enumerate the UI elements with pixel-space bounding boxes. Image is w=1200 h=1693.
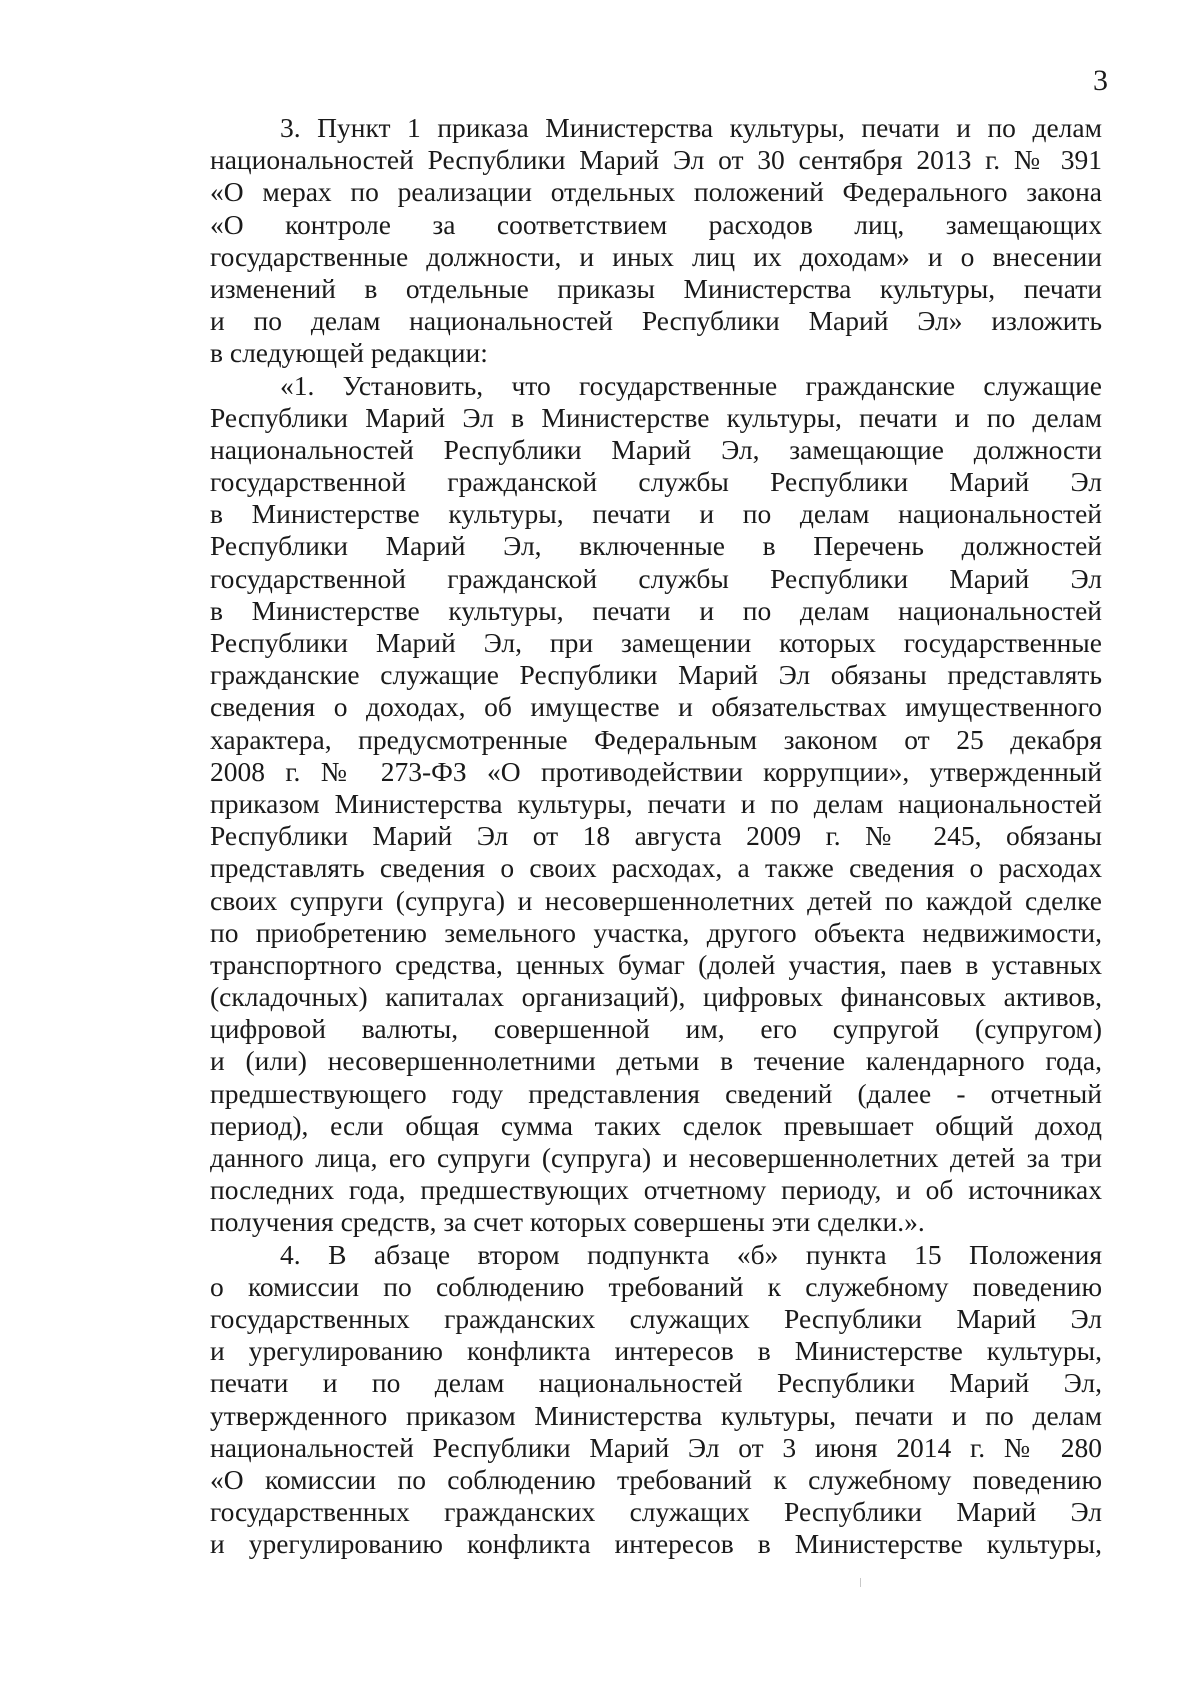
paragraph-3-line: и по делам национальностей Республики Марий Эл» изложить bbox=[210, 305, 1102, 337]
quoted-item-1-line: своих супруги (супруга) и несовершеннолетних детей по каждой сделке bbox=[210, 884, 1102, 916]
paragraph-4-line: о комиссии по соблюдению требований к служебному поведению bbox=[210, 1270, 1102, 1302]
quoted-item-1-line: Республики Марий Эл, при замещении которых государственные bbox=[210, 627, 1102, 658]
paragraph-4-line: 4. В абзаце втором подпункта «б» пункта 15 Положения bbox=[280, 1238, 1102, 1270]
quoted-item-1-line: гражданские служащие Республики Марий Эл обязаны представлять bbox=[210, 659, 1102, 691]
quoted-item-1-line: «1. Установить, что государственные гражданские служащие bbox=[280, 369, 1102, 401]
quoted-item-1-line: в Министерстве культуры, печати и по делам национальностей bbox=[210, 594, 1102, 626]
quoted-item-1-line: представлять сведения о своих расходах, а также сведения о расходах bbox=[210, 852, 1102, 884]
paragraph-4-line: печати и по делам национальностей Республики Марий Эл, bbox=[210, 1367, 1102, 1399]
paragraph-4-line: национальностей Республики Марий Эл от 3 июня 2014 г. № 280 bbox=[210, 1431, 1102, 1463]
quoted-item-1-line: предшествующего году представления сведений (далее - отчетный bbox=[210, 1077, 1102, 1109]
quoted-item-1-line: национальностей Республики Марий Эл, замещающие должности bbox=[210, 433, 1102, 465]
quoted-item-1-line: цифровой валюты, совершенной им, его супругой (супругом) bbox=[210, 1013, 1102, 1045]
quoted-item-1-line: государственной гражданской службы Республики Марий Эл bbox=[210, 466, 1102, 498]
paragraph-3-line: изменений в отдельные приказы Министерства культуры, печати bbox=[210, 272, 1102, 304]
paragraph-4-line: государственных гражданских служащих Республики Марий Эл bbox=[210, 1496, 1102, 1528]
quoted-item-1-line: сведения о доходах, об имуществе и обязательствах имущественного bbox=[210, 691, 1102, 723]
paragraph-4-line: государственных гражданских служащих Республики Марий Эл bbox=[210, 1302, 1102, 1334]
quoted-item-1-line: Республики Марий Эл от 18 августа 2009 г. № 245, обязаны bbox=[210, 820, 1102, 852]
paragraph-3-line: в следующей редакции: bbox=[210, 337, 488, 369]
paragraph-4-line: и урегулированию конфликта интересов в Министерстве культуры, bbox=[210, 1528, 1102, 1560]
quoted-item-1-line: и (или) несовершеннолетними детьми в течение календарного года, bbox=[210, 1045, 1102, 1077]
quoted-item-1-line: Республики Марий Эл, включенные в Перечень должностей bbox=[210, 530, 1102, 562]
quoted-item-1-line: по приобретению земельного участка, другого объекта недвижимости, bbox=[210, 916, 1102, 948]
page-number: 3 bbox=[1093, 64, 1108, 97]
quoted-item-1-line: характера, предусмотренные Федеральным законом от 25 декабря bbox=[210, 723, 1102, 755]
quoted-item-1-line: 2008 г. № 273-ФЗ «О противодействии коррупции», утвержденный bbox=[210, 755, 1102, 787]
quoted-item-1-line: Республики Марий Эл в Министерстве культуры, печати и по делам bbox=[210, 401, 1102, 433]
scan-artifact-mark bbox=[860, 1578, 861, 1587]
paragraph-4-line: утвержденного приказом Министерства культуры, печати и по делам bbox=[210, 1399, 1102, 1431]
paragraph-4-line: и урегулированию конфликта интересов в Министерстве культуры, bbox=[210, 1335, 1102, 1367]
paragraph-4-line: «О комиссии по соблюдению требований к служебному поведению bbox=[210, 1463, 1102, 1495]
paragraph-3-line: 3. Пункт 1 приказа Министерства культуры, печати и по делам bbox=[280, 112, 1102, 143]
quoted-item-1-line: период), если общая сумма таких сделок превышает общий доход bbox=[210, 1109, 1102, 1141]
paragraph-3-line: государственные должности, и иных лиц их доходам» и о внесении bbox=[210, 240, 1102, 272]
quoted-item-1-line: государственной гражданской службы Республики Марий Эл bbox=[210, 562, 1102, 594]
document-body bbox=[210, 112, 1102, 1560]
quoted-item-1-line: приказом Министерства культуры, печати и по делам национальностей bbox=[210, 787, 1102, 819]
paragraph-3-line: «О мерах по реализации отдельных положений Федерального закона bbox=[210, 176, 1102, 208]
quoted-item-1-line: последних года, предшествующих отчетному периоду, и об источниках bbox=[210, 1174, 1102, 1206]
quoted-item-1-line: (складочных) капиталах организаций), цифровых финансовых активов, bbox=[210, 981, 1102, 1013]
quoted-item-1-line: данного лица, его супруги (супруга) и несовершеннолетних детей за три bbox=[210, 1142, 1102, 1173]
quoted-item-1-line: транспортного средства, ценных бумаг (долей участия, паев в уставных bbox=[210, 948, 1102, 980]
paragraph-3-line: национальностей Республики Марий Эл от 30 сентября 2013 г. № 391 bbox=[210, 144, 1102, 176]
quoted-item-1-line: получения средств, за счет которых совершены эти сделки.». bbox=[210, 1206, 925, 1238]
quoted-item-1-line: в Министерстве культуры, печати и по делам национальностей bbox=[210, 498, 1102, 530]
paragraph-3-line: «О контроле за соответствием расходов лиц, замещающих bbox=[210, 208, 1102, 240]
